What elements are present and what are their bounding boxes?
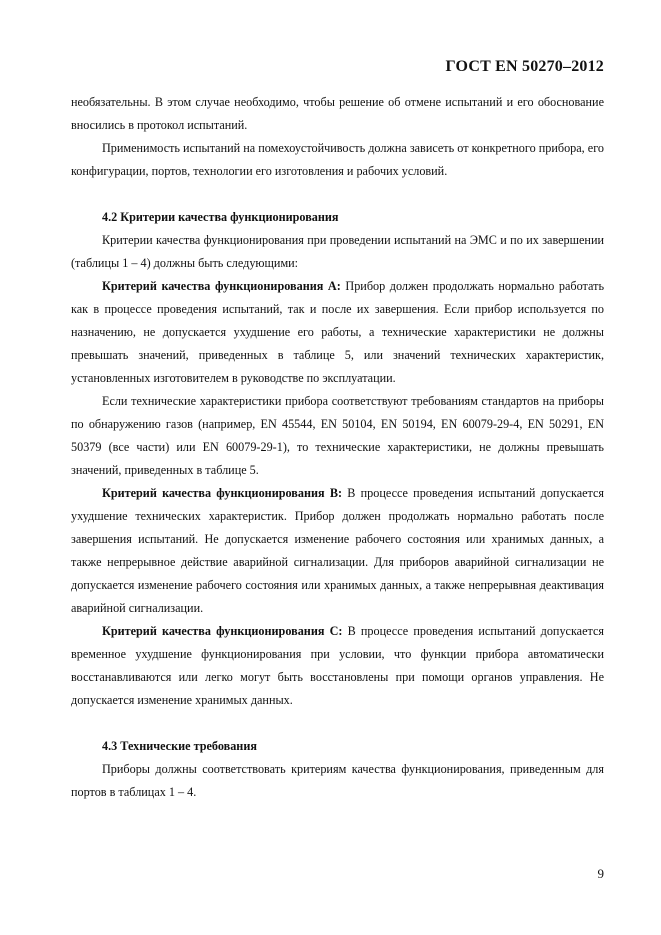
paragraph-criteria-intro: Критерии качества функционирования при проведении испытаний на ЭМС и по их завершении (таблицы 1 – 4) должны быть следующими: bbox=[71, 233, 604, 270]
paragraph-criterion-c bbox=[71, 620, 604, 712]
criterion-c-text: В процессе проведения испытаний допускается временное ухудшение функционирования при условии, что функции прибора автоматически восстанавливаются или легко могут быть восстановлены при помощи органов управления. Не допускается изменение хранимых данных. bbox=[71, 624, 604, 707]
paragraph-technical-requirements: Приборы должны соответствовать критериям качества функционирования, приведенным для портов в таблицах 1 – 4. bbox=[71, 762, 604, 799]
document-header-standard-id: ГОСТ EN 50270–2012 bbox=[445, 58, 604, 75]
paragraph-continuation: необязательны. В этом случае необходимо, чтобы решение об отмене испытаний и его обоснование вносились в протокол испытаний. bbox=[71, 95, 604, 132]
document-body bbox=[71, 91, 604, 804]
paragraph-criterion-b bbox=[71, 482, 604, 620]
paragraph-gas-standards: Если технические характеристики прибора соответствуют требованиям стандартов на приборы по обнаружению газов (например, EN 45544, EN 50104, EN 50194, EN 60079-29-4, EN 50291, EN 50379 (все части) или EN 60079-29-1), то технические характеристики, не должны превышать значений, приведенных в таблице 5. bbox=[71, 394, 604, 477]
criterion-c-label: Критерий качества функционирования С: bbox=[102, 624, 343, 638]
paragraph-criterion-a bbox=[71, 275, 604, 390]
section-4-2-heading: 4.2 Критерии качества функционирования bbox=[102, 210, 339, 224]
paragraph-applicability: Применимость испытаний на помехоустойчивость должна зависеть от конкретного прибора, его конфигурации, портов, технологии его изготовления и рабочих условий. bbox=[71, 141, 604, 178]
page-number: 9 bbox=[597, 866, 604, 881]
section-4-3-heading: 4.3 Технические требования bbox=[102, 739, 257, 753]
criterion-b-text: В процессе проведения испытаний допускается ухудшение технических характеристик. Прибор должен продолжать нормально работать после завершения испытаний. Не допускается изменение рабочего состояния или хранимых данных, а также непрерывное действие аварийной сигнализации. Для приборов аварийной сигнализации не допускается изменение рабочего состояния или хранимых данных, а также непрерывная деактивация аварийной сигнализации. bbox=[71, 486, 605, 615]
criterion-a-text: Прибор должен продолжать нормально работать как в процессе проведения испытаний, так и после их завершения. Если прибор используется по назначению, не допускается ухудшение его работы, а технические характеристики не должны превышать значений, приведенных в таблице 5, или значений технических характеристик, установленных изготовителем в руководстве по эксплуатации. bbox=[71, 279, 604, 385]
criterion-b-label: Критерий качества функционирования В: bbox=[102, 486, 343, 500]
criterion-a-label: Критерий качества функционирования А: bbox=[102, 279, 341, 293]
